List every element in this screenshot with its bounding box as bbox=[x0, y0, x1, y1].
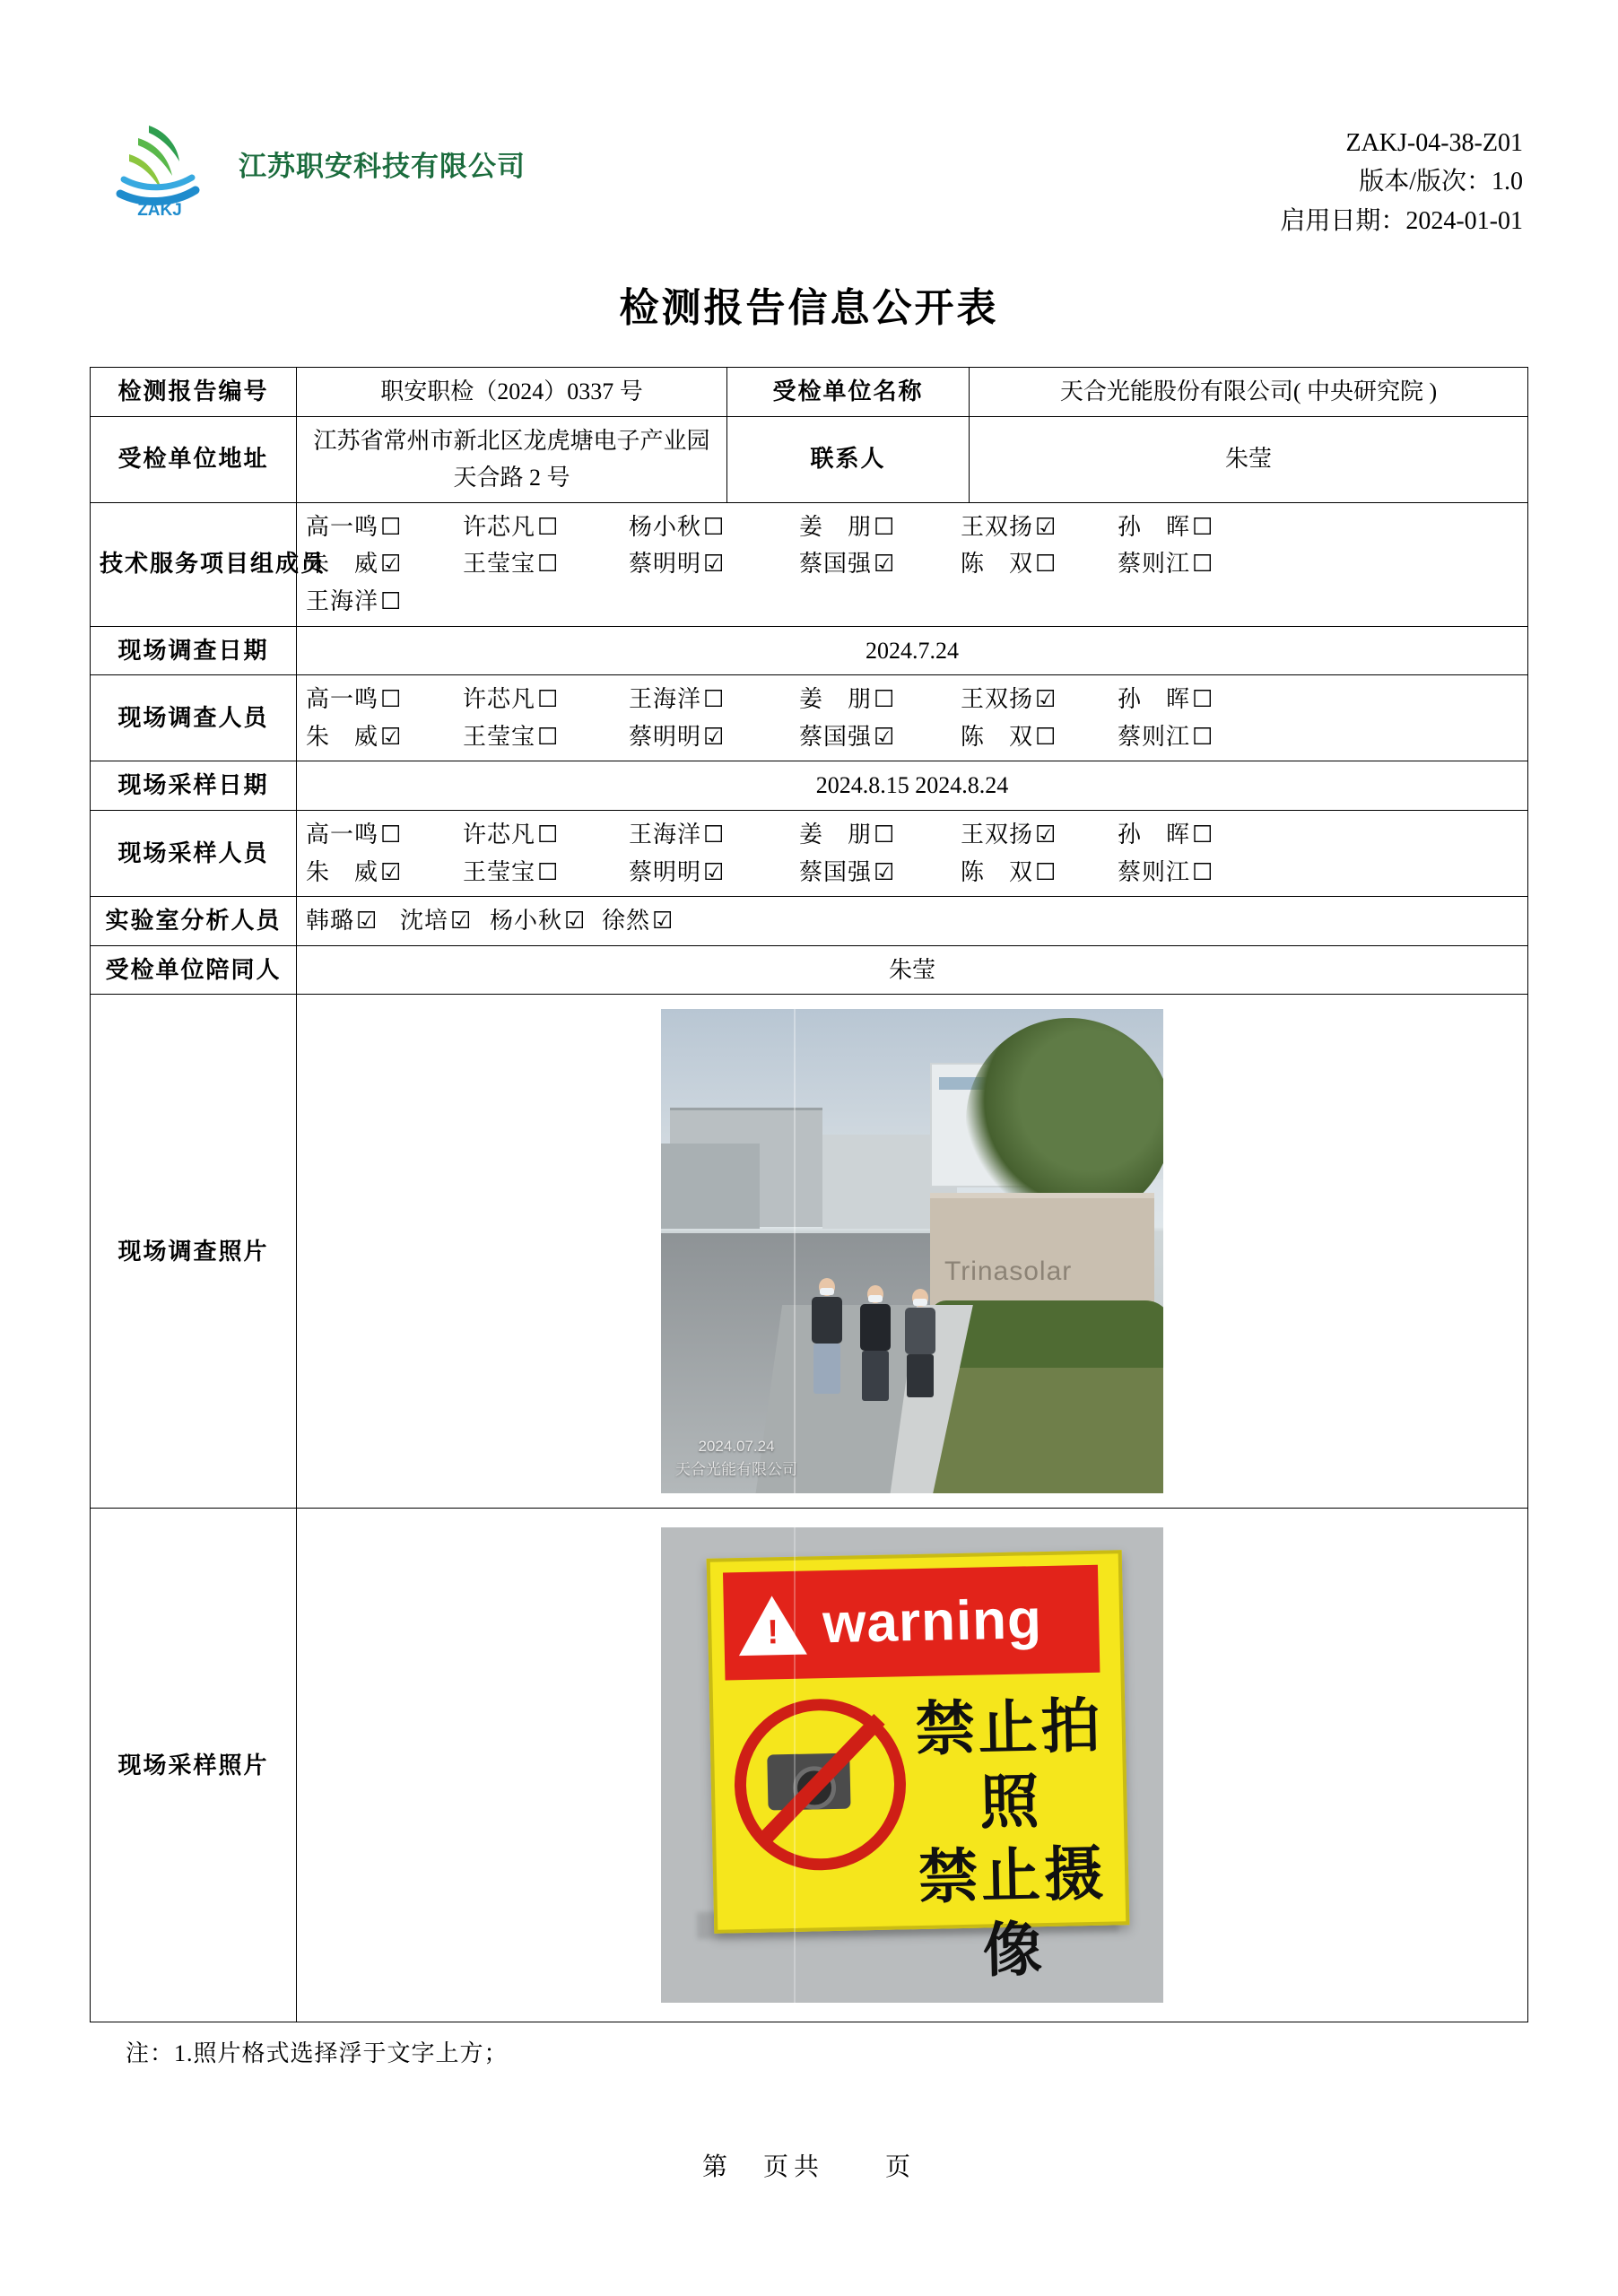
report-no-value: 职安职检（2024）0337 号 bbox=[297, 368, 727, 417]
staff-checkbox-王双扬[interactable] bbox=[961, 509, 1118, 546]
staff-name: 王双扬 bbox=[961, 821, 1034, 848]
table-row bbox=[91, 945, 1528, 995]
sampling-date-label: 现场采样日期 bbox=[91, 761, 297, 811]
staff-row bbox=[306, 583, 1518, 621]
staff-name: 孙 晖 bbox=[1118, 686, 1191, 713]
staff-name: 沈培 bbox=[400, 908, 449, 935]
staff-name: 韩璐 bbox=[306, 908, 355, 935]
staff-name: 蔡国强 bbox=[799, 551, 873, 578]
staff-name: 姜 朋 bbox=[799, 821, 873, 848]
survey-date-value: 2024.7.24 bbox=[297, 626, 1528, 675]
document-meta bbox=[1280, 108, 1528, 240]
contact-label: 联系人 bbox=[727, 416, 970, 502]
staff-name: 王双扬 bbox=[961, 513, 1034, 540]
team-members-label: 技术服务项目组成员 bbox=[91, 502, 297, 626]
staff-checkbox-许芯凡[interactable] bbox=[463, 681, 629, 718]
staff-checkbox-姜朋[interactable] bbox=[799, 509, 961, 546]
staff-name: 朱 威 bbox=[306, 723, 379, 750]
staff-name: 蔡国强 bbox=[799, 723, 873, 750]
table-note: 注：1.照片格式选择浮于文字上方； bbox=[126, 2040, 509, 2067]
staff-name: 许芯凡 bbox=[463, 821, 536, 848]
page-header bbox=[90, 108, 1528, 235]
sampling-date-value: 2024.8.15 2024.8.24 bbox=[297, 761, 1528, 811]
site-survey-photo bbox=[661, 1009, 1163, 1493]
sampling-staff-list[interactable] bbox=[297, 810, 1528, 896]
staff-checkbox-蔡国强[interactable] bbox=[799, 545, 961, 583]
photo-timestamp-date: 2024.07.24 bbox=[698, 1438, 775, 1456]
photo-timestamp-company: 天合光能有限公司 bbox=[675, 1460, 797, 1478]
sampling-staff-label: 现场采样人员 bbox=[91, 810, 297, 896]
image-seam bbox=[794, 1009, 796, 1493]
staff-checkbox-姜朋[interactable] bbox=[799, 681, 961, 718]
staff-checkbox-徐然[interactable] bbox=[602, 902, 673, 940]
staff-name: 蔡明明 bbox=[629, 723, 702, 750]
staff-checkbox-王海洋[interactable] bbox=[629, 816, 799, 854]
staff-checkbox-朱威[interactable] bbox=[306, 854, 463, 891]
staff-name: 王莹宝 bbox=[463, 723, 536, 750]
staff-checkbox-韩璐[interactable] bbox=[306, 902, 400, 940]
client-name-label: 受检单位名称 bbox=[727, 368, 970, 417]
staff-checkbox-王莹宝[interactable] bbox=[463, 545, 629, 583]
no-photo-line-2: 禁止摄像 bbox=[918, 1839, 1108, 1984]
escort-label: 受检单位陪同人 bbox=[91, 945, 297, 995]
table-row bbox=[91, 368, 1528, 417]
client-name-value: 天合光能股份有限公司( 中央研究院 ) bbox=[970, 368, 1528, 417]
staff-checkbox-蔡则江[interactable] bbox=[1118, 718, 1213, 756]
staff-checkbox-王海洋[interactable] bbox=[306, 583, 463, 621]
staff-checkbox-蔡则江[interactable] bbox=[1118, 854, 1213, 891]
building-left-2 bbox=[661, 1144, 760, 1229]
staff-row bbox=[306, 902, 1518, 940]
sampling-photo-label: 现场采样照片 bbox=[91, 1509, 297, 2022]
page-footer: 第 页共 页 bbox=[701, 2153, 916, 2182]
staff-name: 朱 威 bbox=[306, 551, 379, 578]
staff-name: 蔡则江 bbox=[1118, 551, 1191, 578]
person-3 bbox=[905, 1289, 935, 1397]
warning-sign bbox=[707, 1551, 1130, 1984]
staff-name: 孙 晖 bbox=[1118, 821, 1191, 848]
table-row bbox=[91, 502, 1528, 626]
warning-sign-photo bbox=[661, 1527, 1163, 2003]
staff-checkbox-高一鸣[interactable] bbox=[306, 681, 463, 718]
table-row bbox=[91, 897, 1528, 946]
sampling-photo-cell bbox=[297, 1509, 1528, 2022]
staff-checkbox-孙晖[interactable] bbox=[1118, 681, 1213, 718]
staff-checkbox-王莹宝[interactable] bbox=[463, 854, 629, 891]
svg-text:ZAKJ: ZAKJ bbox=[137, 201, 182, 220]
report-info-table bbox=[90, 367, 1528, 2022]
staff-name: 蔡明明 bbox=[629, 551, 702, 578]
staff-checkbox-蔡明明[interactable] bbox=[629, 854, 799, 891]
report-no-label: 检测报告编号 bbox=[91, 368, 297, 417]
staff-name: 王莹宝 bbox=[463, 858, 536, 885]
staff-checkbox-孙晖[interactable] bbox=[1118, 816, 1213, 854]
staff-checkbox-杨小秋[interactable] bbox=[490, 902, 602, 940]
staff-name: 姜 朋 bbox=[799, 686, 873, 713]
table-row bbox=[91, 810, 1528, 896]
lab-staff-list[interactable] bbox=[297, 897, 1528, 946]
staff-checkbox-高一鸣[interactable] bbox=[306, 509, 463, 546]
company-wall bbox=[930, 1193, 1154, 1315]
zakj-logo-icon bbox=[102, 108, 219, 220]
no-photo-text bbox=[897, 1689, 1127, 1989]
document-number: ZAKJ-04-38-Z01 bbox=[1345, 129, 1523, 157]
staff-name: 徐然 bbox=[602, 908, 651, 935]
staff-checkbox-杨小秋[interactable] bbox=[629, 509, 799, 546]
staff-checkbox-蔡国强[interactable] bbox=[799, 718, 961, 756]
staff-name: 陈 双 bbox=[961, 858, 1034, 885]
survey-staff-label: 现场调查人员 bbox=[91, 675, 297, 761]
no-camera-icon bbox=[733, 1698, 908, 1873]
staff-checkbox-许芯凡[interactable] bbox=[463, 509, 629, 546]
table-row bbox=[91, 416, 1528, 502]
staff-checkbox-蔡明明[interactable] bbox=[629, 718, 799, 756]
staff-checkbox-王莹宝[interactable] bbox=[463, 718, 629, 756]
staff-checkbox-蔡则江[interactable] bbox=[1118, 545, 1213, 583]
staff-name: 蔡明明 bbox=[629, 858, 702, 885]
client-address-label: 受检单位地址 bbox=[91, 416, 297, 502]
staff-name: 王海洋 bbox=[629, 686, 702, 713]
staff-name: 朱 威 bbox=[306, 858, 379, 885]
staff-checkbox-高一鸣[interactable] bbox=[306, 816, 463, 854]
survey-photo-wrap bbox=[306, 1009, 1518, 1493]
survey-photo-cell bbox=[297, 995, 1528, 1509]
staff-name: 蔡则江 bbox=[1118, 858, 1191, 885]
staff-name: 王海洋 bbox=[629, 821, 702, 848]
staff-name: 高一鸣 bbox=[306, 821, 379, 848]
document-version: 版本/版次：1.0 bbox=[1359, 168, 1523, 196]
person-1 bbox=[812, 1278, 842, 1394]
staff-checkbox-蔡国强[interactable] bbox=[799, 854, 961, 891]
sampling-photo-wrap bbox=[306, 1527, 1518, 2003]
staff-name: 杨小秋 bbox=[490, 908, 563, 935]
staff-name: 高一鸣 bbox=[306, 686, 379, 713]
staff-row bbox=[306, 854, 1518, 891]
table-row bbox=[91, 995, 1528, 1509]
staff-checkbox-陈双[interactable] bbox=[961, 854, 1118, 891]
wall-text: Trinasolar bbox=[944, 1257, 1073, 1287]
staff-checkbox-沈培[interactable] bbox=[400, 902, 490, 940]
document-effective-date: 启用日期：2024-01-01 bbox=[1280, 206, 1523, 235]
staff-name: 蔡则江 bbox=[1118, 723, 1191, 750]
client-address-value: 江苏省常州市新北区龙虎塘电子产业园天合路 2 号 bbox=[297, 416, 727, 502]
staff-checkbox-王双扬[interactable] bbox=[961, 681, 1118, 718]
table-row bbox=[91, 626, 1528, 675]
staff-row bbox=[306, 718, 1518, 756]
staff-name: 王莹宝 bbox=[463, 551, 536, 578]
warning-word: warning bbox=[822, 1588, 1043, 1656]
survey-date-label: 现场调查日期 bbox=[91, 626, 297, 675]
staff-checkbox-姜朋[interactable] bbox=[799, 816, 961, 854]
staff-name: 姜 朋 bbox=[799, 513, 873, 540]
staff-checkbox-王海洋[interactable] bbox=[629, 681, 799, 718]
staff-row bbox=[306, 509, 1518, 546]
staff-row bbox=[306, 681, 1518, 718]
staff-name: 杨小秋 bbox=[629, 513, 702, 540]
brand-block bbox=[90, 108, 526, 220]
staff-checkbox-陈双[interactable] bbox=[961, 545, 1118, 583]
escort-value: 朱莹 bbox=[297, 945, 1528, 995]
staff-row bbox=[306, 816, 1518, 854]
survey-staff-list[interactable] bbox=[297, 675, 1528, 761]
no-photo-line-1: 禁止拍照 bbox=[914, 1692, 1105, 1836]
staff-name: 高一鸣 bbox=[306, 513, 379, 540]
staff-name: 孙 晖 bbox=[1118, 513, 1191, 540]
warning-triangle-icon bbox=[738, 1596, 807, 1657]
staff-checkbox-蔡明明[interactable] bbox=[629, 545, 799, 583]
survey-photo-label: 现场调查照片 bbox=[91, 995, 297, 1509]
staff-row bbox=[306, 545, 1518, 583]
staff-checkbox-朱威[interactable] bbox=[306, 545, 463, 583]
table-row bbox=[91, 675, 1528, 761]
company-name: 江苏职安科技有限公司 bbox=[239, 151, 526, 182]
image-seam bbox=[794, 1527, 796, 2003]
lab-staff-label: 实验室分析人员 bbox=[91, 897, 297, 946]
team-members-list[interactable] bbox=[297, 502, 1528, 626]
staff-name: 陈 双 bbox=[961, 723, 1034, 750]
photo-timestamp bbox=[675, 1435, 797, 1481]
person-2 bbox=[860, 1285, 891, 1401]
staff-name: 许芯凡 bbox=[463, 513, 536, 540]
staff-checkbox-朱威[interactable] bbox=[306, 718, 463, 756]
staff-checkbox-陈双[interactable] bbox=[961, 718, 1118, 756]
staff-name: 王海洋 bbox=[306, 587, 379, 614]
staff-name: 王双扬 bbox=[961, 686, 1034, 713]
staff-name: 蔡国强 bbox=[799, 858, 873, 885]
warning-banner bbox=[723, 1565, 1100, 1681]
staff-checkbox-王双扬[interactable] bbox=[961, 816, 1118, 854]
staff-name: 许芯凡 bbox=[463, 686, 536, 713]
staff-checkbox-许芯凡[interactable] bbox=[463, 816, 629, 854]
table-row bbox=[91, 761, 1528, 811]
contact-value: 朱莹 bbox=[970, 416, 1528, 502]
table-row bbox=[91, 1509, 1528, 2022]
staff-name: 陈 双 bbox=[961, 551, 1034, 578]
page-title: 检测报告信息公开表 bbox=[619, 286, 999, 330]
staff-checkbox-孙晖[interactable] bbox=[1118, 509, 1213, 546]
